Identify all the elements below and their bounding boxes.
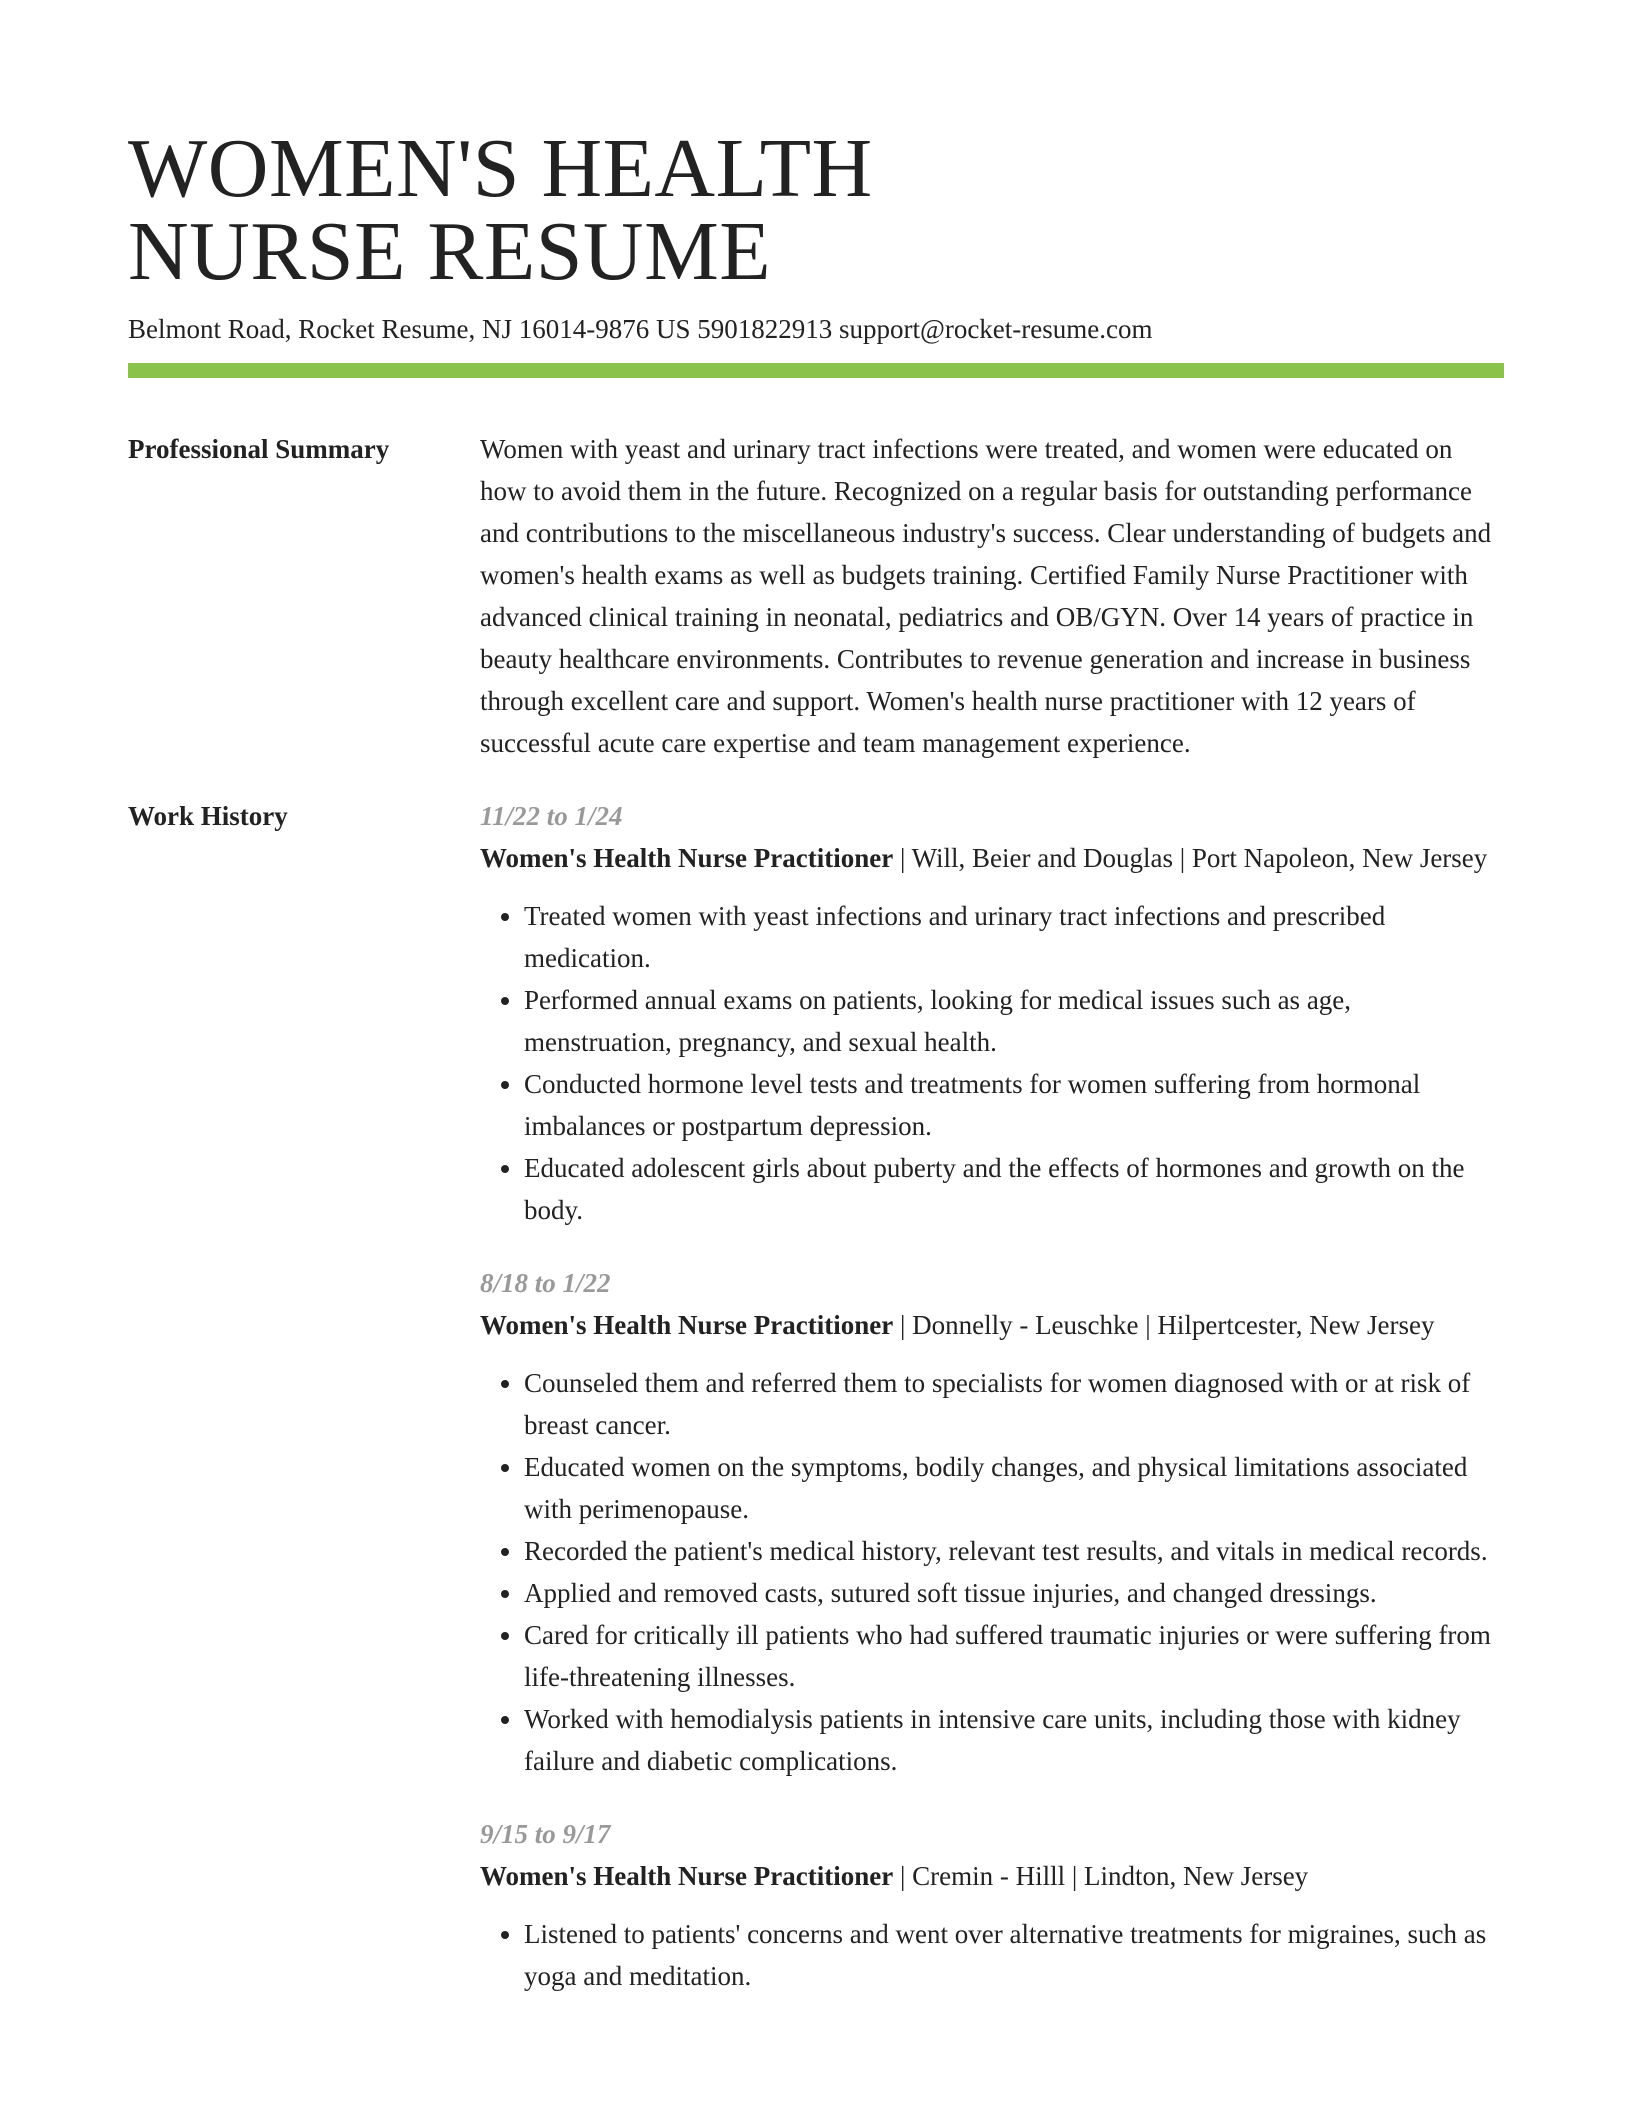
job-entry: [480, 1813, 1504, 1997]
work-history-label: Work History: [128, 801, 288, 831]
job-duty-item: • Educated adolescent girls about puberty and the effects of hormones and growth on the body.: [524, 1147, 1504, 1231]
job-duties-list: [480, 895, 1504, 1231]
job-duty-item: • Worked with hemodialysis patients in intensive care units, including those with kidney failure and diabetic complications.: [524, 1698, 1504, 1782]
job-duties-list: [480, 1913, 1504, 1997]
professional-summary-section: [128, 428, 1504, 764]
professional-summary-body: [480, 428, 1504, 764]
professional-summary-text: Women with yeast and urinary tract infections were treated, and women were educated on how to avoid them in the future. Recognized on a regular basis for outstanding performance and contributions to the miscellaneous industry's success. Clear understanding of budgets and women's health exams as well as budgets training. Certified Family Nurse Practitioner with advanced clinical training in neonatal, pediatrics and OB/GYN. Over 14 years of practice in beauty healthcare environments. Contributes to revenue generation and increase in business through excellent care and support. Women's health nurse practitioner with 12 years of successful acute care expertise and team management experience.: [480, 434, 1492, 758]
job-duty-item: • Cared for critically ill patients who had suffered traumatic injuries or were suffering from life-threatening illnesses.: [524, 1614, 1504, 1698]
job-heading: [480, 837, 1504, 879]
job-duty-item: • Educated women on the symptoms, bodily changes, and physical limitations associated with perimenopause.: [524, 1446, 1504, 1530]
job-employer-location: | Cremin - Hilll | Lindton, New Jersey: [893, 1861, 1309, 1891]
job-duty-item: • Applied and removed casts, sutured soft tissue injuries, and changed dressings.: [524, 1572, 1504, 1614]
resume-page: [128, 0, 1504, 2028]
job-duty-item: • Listened to patients' concerns and went over alternative treatments for migraines, such as yoga and meditation.: [524, 1913, 1504, 1997]
job-duty-item: • Performed annual exams on patients, looking for medical issues such as age, menstruation, pregnancy, and sexual health.: [524, 979, 1504, 1063]
job-duties-list: [480, 1362, 1504, 1782]
resume-title-line-2: NURSE RESUME: [128, 205, 772, 298]
job-title: Women's Health Nurse Practitioner: [480, 1861, 894, 1891]
work-history-section: [128, 795, 1504, 2028]
job-dates: 9/15 to 9/17: [480, 1819, 611, 1849]
job-title: Women's Health Nurse Practitioner: [480, 1310, 894, 1340]
job-entry: [480, 1262, 1504, 1782]
job-duty-item: • Treated women with yeast infections and urinary tract infections and prescribed medication.: [524, 895, 1504, 979]
work-history-body: [480, 795, 1504, 2028]
professional-summary-label: Professional Summary: [128, 434, 390, 464]
job-dates: 11/22 to 1/24: [480, 801, 623, 831]
contact-info: Belmont Road, Rocket Resume, NJ 16014-9876 US 5901822913 support@rocket-resume.com: [128, 314, 1153, 344]
job-entry: [480, 795, 1504, 1231]
job-title: Women's Health Nurse Practitioner: [480, 843, 894, 873]
job-duty-item: • Counseled them and referred them to specialists for women diagnosed with or at risk of breast cancer.: [524, 1362, 1504, 1446]
job-duty-item: • Conducted hormone level tests and treatments for women suffering from hormonal imbalances or postpartum depression.: [524, 1063, 1504, 1147]
job-heading: [480, 1304, 1504, 1346]
resume-title-line-1: WOMEN'S HEALTH: [128, 122, 873, 215]
job-employer-location: | Donnelly - Leuschke | Hilpertcester, New Jersey: [893, 1310, 1435, 1340]
job-employer-location: | Will, Beier and Douglas | Port Napoleon, New Jersey: [893, 843, 1488, 873]
header-divider: [128, 363, 1504, 378]
resume-title: [128, 0, 1504, 298]
job-dates: 8/18 to 1/22: [480, 1268, 611, 1298]
job-duty-item: • Recorded the patient's medical history, relevant test results, and vitals in medical records.: [524, 1530, 1504, 1572]
job-heading: [480, 1855, 1504, 1897]
